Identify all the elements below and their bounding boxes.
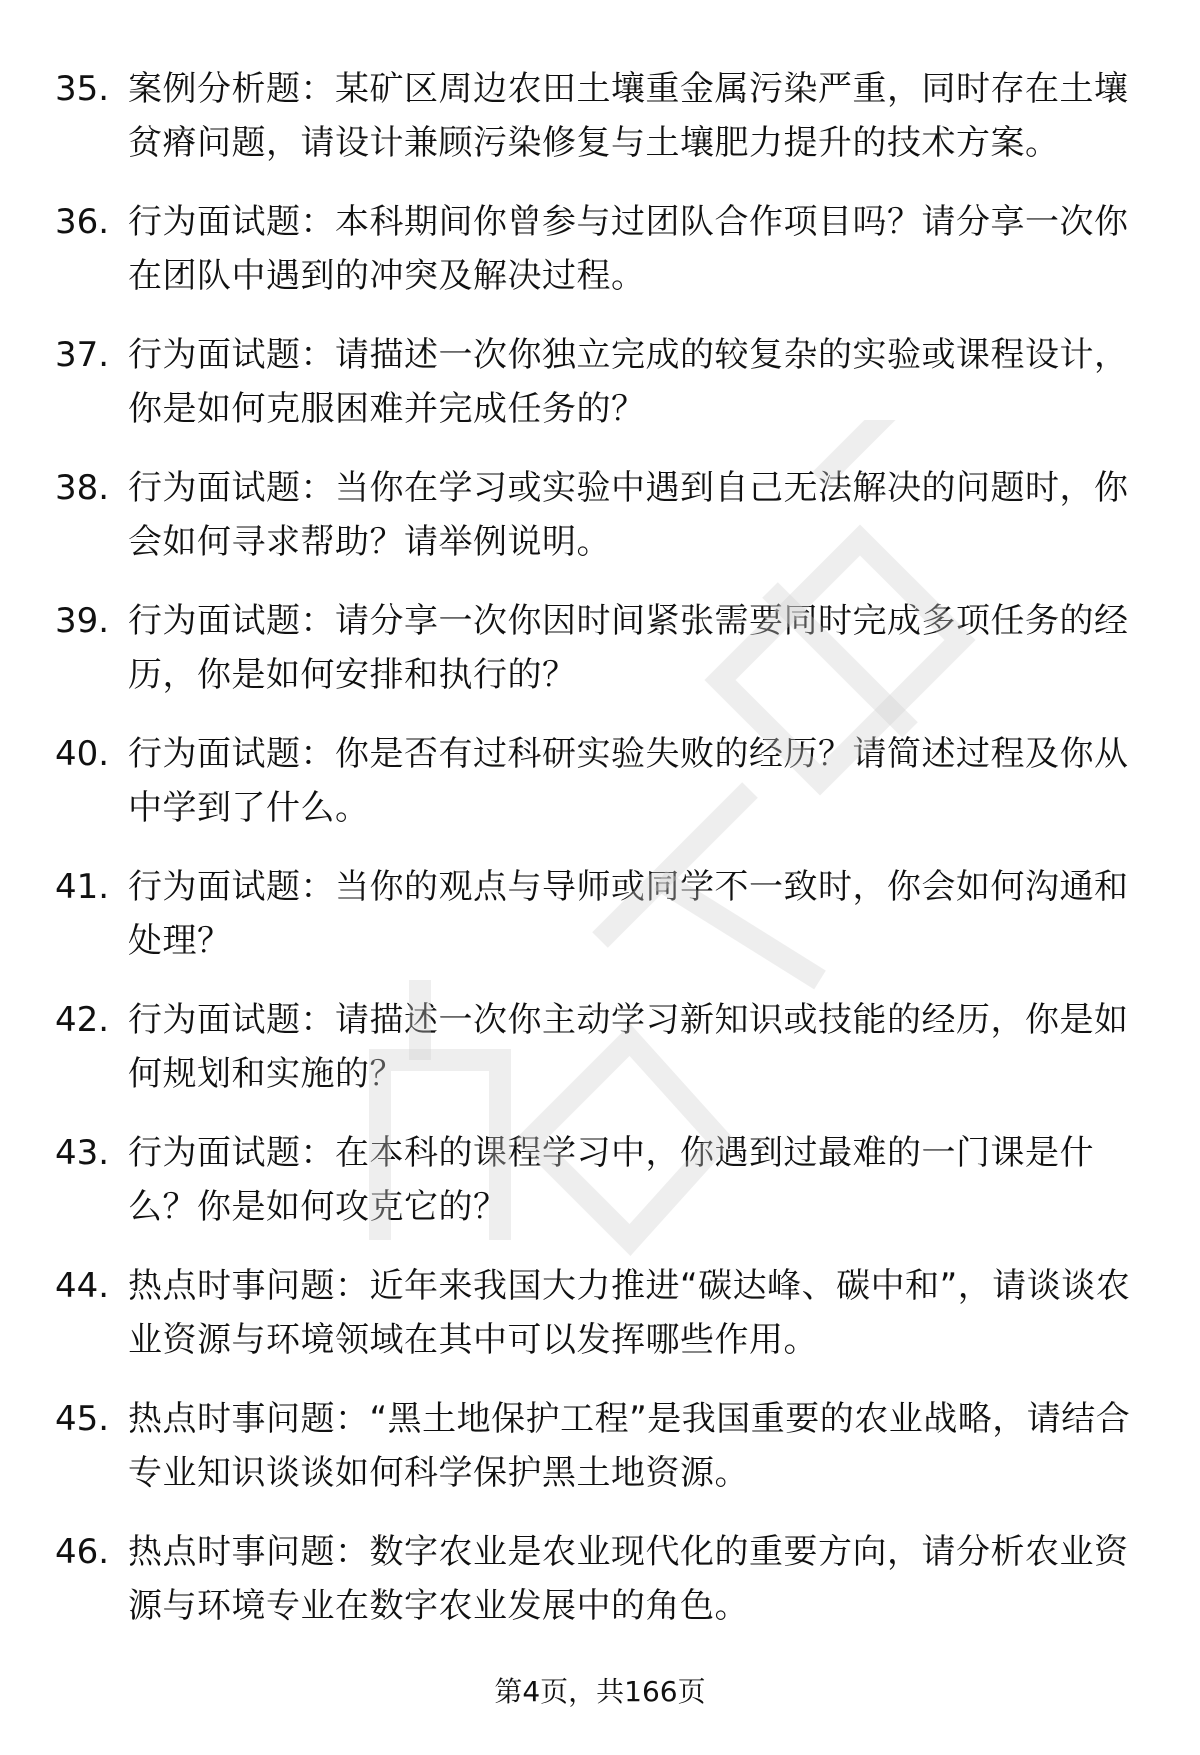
question-number: 38. bbox=[55, 468, 110, 508]
question-text: 行为面试题：当你的观点与导师或同学不一致时，你会如何沟通和处理？ bbox=[128, 867, 1129, 961]
question-item bbox=[55, 727, 1155, 860]
question-text: 行为面试题：请描述一次你主动学习新知识或技能的经历，你是如何规划和实施的？ bbox=[128, 1000, 1129, 1094]
question-item bbox=[55, 1126, 1155, 1259]
question-item bbox=[55, 461, 1155, 594]
question-text: 行为面试题：本科期间你曾参与过团队合作项目吗？请分享一次你在团队中遇到的冲突及解决过程。 bbox=[128, 202, 1129, 296]
question-number: 40. bbox=[55, 734, 110, 774]
question-item bbox=[55, 860, 1155, 993]
question-item bbox=[55, 62, 1155, 195]
question-item bbox=[55, 993, 1155, 1126]
page-footer: 第4页，共166页 bbox=[494, 1675, 706, 1708]
question-number: 43. bbox=[55, 1133, 110, 1173]
question-text: 行为面试题：在本科的课程学习中，你遇到过最难的一门课是什么？你是如何攻克它的？ bbox=[128, 1133, 1094, 1227]
question-item bbox=[55, 328, 1155, 461]
question-text: 行为面试题：请描述一次你独立完成的较复杂的实验或课程设计，你是如何克服困难并完成任务的？ bbox=[128, 335, 1129, 429]
question-text: 行为面试题：你是否有过科研实验失败的经历？请简述过程及你从中学到了什么。 bbox=[128, 734, 1129, 828]
question-number: 35. bbox=[55, 69, 110, 109]
question-number: 42. bbox=[55, 1000, 110, 1040]
question-text: 行为面试题：当你在学习或实验中遇到自己无法解决的问题时，你会如何寻求帮助？请举例说明。 bbox=[128, 468, 1129, 562]
question-text: 案例分析题：某矿区周边农田土壤重金属污染严重，同时存在土壤贫瘠问题，请设计兼顾污染修复与土壤肥力提升的技术方案。 bbox=[128, 69, 1129, 163]
question-number: 46. bbox=[55, 1532, 110, 1572]
question-text: 热点时事问题：数字农业是农业现代化的重要方向，请分析农业资源与环境专业在数字农业发展中的角色。 bbox=[128, 1532, 1129, 1626]
question-item bbox=[55, 1525, 1155, 1658]
question-number: 41. bbox=[55, 867, 110, 907]
question-number: 39. bbox=[55, 601, 110, 641]
question-text: 行为面试题：请分享一次你因时间紧张需要同时完成多项任务的经历，你是如何安排和执行的？ bbox=[128, 601, 1129, 695]
question-item bbox=[55, 1392, 1155, 1525]
question-number: 44. bbox=[55, 1266, 110, 1306]
question-list bbox=[55, 62, 1155, 1658]
question-number: 45. bbox=[55, 1399, 110, 1439]
question-item bbox=[55, 195, 1155, 328]
question-text: 热点时事问题：“黑土地保护工程”是我国重要的农业战略，请结合专业知识谈谈如何科学保护黑土地资源。 bbox=[128, 1399, 1131, 1493]
question-item bbox=[55, 1259, 1155, 1392]
question-number: 37. bbox=[55, 335, 110, 375]
question-item bbox=[55, 594, 1155, 727]
question-number: 36. bbox=[55, 202, 110, 242]
question-text: 热点时事问题：近年来我国大力推进“碳达峰、碳中和”，请谈谈农业资源与环境领域在其中可以发挥哪些作用。 bbox=[128, 1266, 1131, 1360]
